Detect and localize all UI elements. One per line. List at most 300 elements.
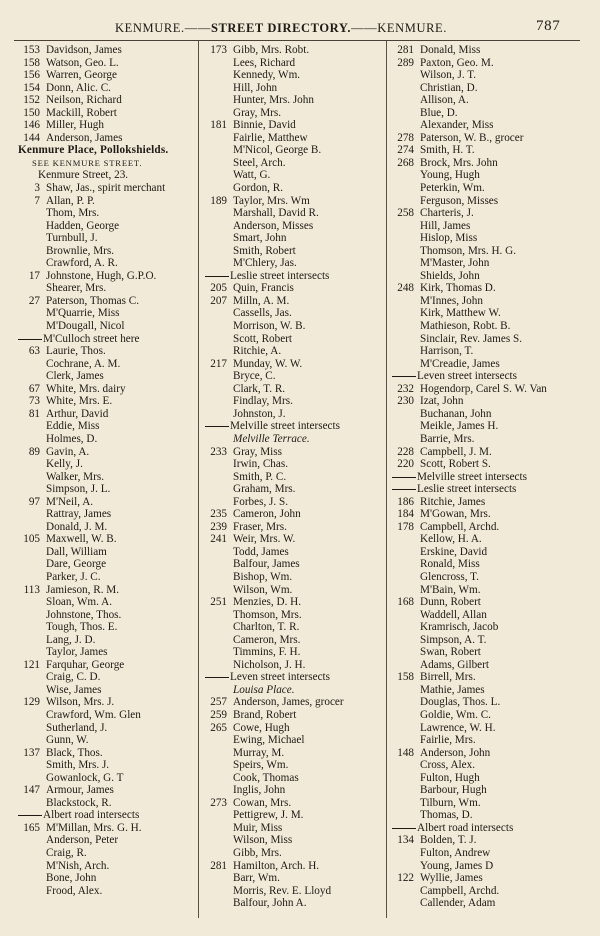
resident-name: Douglas, Thos. L. xyxy=(420,696,501,709)
intersection-text: Leven street intersects xyxy=(417,370,518,383)
resident-name: Timmins, F. H. xyxy=(233,646,301,659)
house-number: 89 xyxy=(28,445,40,458)
dash-rule xyxy=(392,489,416,490)
resident-name: Anderson, James xyxy=(46,131,123,144)
resident-name: Johnstone, Hugh, G.P.O. xyxy=(46,269,157,282)
directory-entry xyxy=(390,634,590,647)
resident-name: Gowanlock, G. T xyxy=(46,771,124,784)
house-number: 153 xyxy=(23,44,40,56)
resident-name: Meikle, James H. xyxy=(420,420,499,433)
resident-name: Wilson, Miss xyxy=(233,834,293,847)
directory-entry xyxy=(390,282,590,295)
resident-name: Walker, Mrs. xyxy=(46,470,104,483)
intersection-text: Leven street intersects xyxy=(230,671,331,684)
dash-rule xyxy=(205,276,229,277)
directory-entry xyxy=(16,834,199,847)
house-number: 3 xyxy=(34,182,40,195)
directory-entry xyxy=(203,408,386,421)
directory-entry xyxy=(390,44,590,57)
resident-name: Izat, John xyxy=(420,395,464,408)
resident-name: Munday, W. W. xyxy=(233,357,303,370)
resident-name: Forbes, J. S. xyxy=(233,495,289,508)
resident-name: Wyllie, James xyxy=(420,872,483,885)
dash-rule xyxy=(18,815,42,816)
resident-name: Hislop, Miss xyxy=(420,232,478,245)
resident-name: Balfour, James xyxy=(233,558,300,571)
house-number: 158 xyxy=(397,671,414,684)
house-number: 105 xyxy=(23,533,40,546)
running-title: KENMURE.——STREET DIRECTORY.——KENMURE. xyxy=(115,21,448,35)
directory-entry xyxy=(390,533,590,546)
house-number: 184 xyxy=(397,508,414,521)
directory-entry xyxy=(203,132,386,145)
directory-entry xyxy=(16,872,199,885)
resident-name: Young, James D xyxy=(420,859,494,872)
resident-name: Allison, A. xyxy=(420,94,469,107)
intersection-marker xyxy=(390,471,590,484)
directory-entry xyxy=(203,295,386,308)
resident-name: Paxton, Geo. M. xyxy=(420,56,494,69)
directory-entry xyxy=(16,521,199,534)
resident-name: Miller, Hugh xyxy=(46,119,104,132)
house-number: 257 xyxy=(210,696,227,709)
resident-name: Thomson, Mrs. xyxy=(233,608,302,621)
directory-entry xyxy=(390,847,590,860)
resident-name: Allan, P. P. xyxy=(46,194,95,207)
resident-name: M'Creadie, James xyxy=(420,357,500,370)
directory-entry xyxy=(390,195,590,208)
directory-entry xyxy=(390,596,590,609)
intersection-marker xyxy=(203,671,386,684)
resident-name: Kramrisch, Jacob xyxy=(420,621,499,634)
directory-entry xyxy=(203,847,386,860)
resident-name: M'Nish, Arch. xyxy=(46,859,110,872)
house-number: 122 xyxy=(397,872,414,885)
resident-name: Todd, James xyxy=(233,545,289,558)
terrace-heading-text: Melville Terrace. xyxy=(233,432,310,445)
resident-name: Callender, Adam xyxy=(420,897,496,910)
resident-name: Shields, John xyxy=(420,269,480,282)
resident-name: Swan, Robert xyxy=(420,646,481,659)
directory-entry xyxy=(16,195,199,208)
directory-entry xyxy=(16,94,199,107)
directory-entry xyxy=(16,671,199,684)
resident-name: Bolden, T. J. xyxy=(420,834,477,847)
resident-name: Ferguson, Misses xyxy=(420,194,499,207)
directory-entry xyxy=(390,383,590,396)
resident-name: Frood, Alex. xyxy=(46,884,103,897)
resident-name: Holmes, D. xyxy=(46,432,98,445)
directory-entry xyxy=(16,508,199,521)
house-number: 251 xyxy=(210,596,227,609)
resident-name: Mathie, James xyxy=(420,683,485,696)
resident-name: Black, Thos. xyxy=(46,746,103,759)
section-heading xyxy=(16,144,199,157)
directory-entry xyxy=(390,722,590,735)
dash-rule xyxy=(205,426,229,427)
directory-entry xyxy=(203,860,386,873)
resident-name: Hogendorp, Carel S. W. Van xyxy=(420,382,547,395)
resident-name: M'Millan, Mrs. G. H. xyxy=(46,821,142,834)
resident-name: Murray, M. xyxy=(233,746,285,759)
resident-name: Neilson, Richard xyxy=(46,94,122,107)
resident-name: Johnstone, Thos. xyxy=(46,608,122,621)
directory-column-3 xyxy=(390,44,590,910)
directory-entry xyxy=(16,395,199,408)
resident-name: Weir, Mrs. W. xyxy=(233,533,296,546)
directory-entry xyxy=(203,696,386,709)
directory-entry xyxy=(16,571,199,584)
resident-name: Erskine, David xyxy=(420,545,488,558)
house-number: 259 xyxy=(210,708,227,721)
directory-entry xyxy=(16,797,199,810)
directory-entry xyxy=(390,257,590,270)
resident-name: Fairlie, Mrs. xyxy=(420,734,476,747)
resident-name: Barr, Wm. xyxy=(233,872,280,885)
directory-entry xyxy=(390,82,590,95)
resident-name: Johnston, J. xyxy=(233,407,286,420)
resident-name: M'Bain, Wm. xyxy=(420,583,481,596)
directory-entry xyxy=(203,144,386,157)
resident-name: Peterkin, Wm. xyxy=(420,182,485,195)
terrace-heading xyxy=(203,684,386,697)
directory-entry xyxy=(203,508,386,521)
directory-entry xyxy=(390,584,590,597)
resident-name: Simpson, J. L. xyxy=(46,483,111,496)
directory-entry xyxy=(390,446,590,459)
resident-name: Charteris, J. xyxy=(420,207,474,220)
house-number: 63 xyxy=(28,345,40,358)
directory-entry xyxy=(203,471,386,484)
house-number: 228 xyxy=(397,445,414,458)
house-number: 230 xyxy=(397,395,414,408)
resident-name: Christian, D. xyxy=(420,81,478,94)
house-number: 97 xyxy=(28,495,40,508)
directory-entry xyxy=(203,44,386,57)
directory-entry xyxy=(390,709,590,722)
intersection-line xyxy=(392,370,517,383)
resident-name: Fraser, Mrs. xyxy=(233,520,287,533)
resident-name: Donald, Miss xyxy=(420,44,481,56)
directory-entry xyxy=(390,797,590,810)
resident-name: Muir, Miss xyxy=(233,821,283,834)
resident-name: Kirk, Thomas D. xyxy=(420,282,496,295)
resident-name: Clark, T. R. xyxy=(233,382,286,395)
resident-name: Arthur, David xyxy=(46,407,109,420)
resident-name: Lawrence, W. H. xyxy=(420,721,496,734)
house-number: 144 xyxy=(23,131,40,144)
directory-entry xyxy=(16,696,199,709)
directory-entry xyxy=(390,433,590,446)
resident-name: Gray, Mrs. xyxy=(233,106,282,119)
resident-name: M'Master, John xyxy=(420,257,490,270)
directory-entry xyxy=(16,282,199,295)
resident-name: Bone, John xyxy=(46,872,97,885)
directory-entry xyxy=(16,709,199,722)
resident-name: Gordon, R. xyxy=(233,182,284,195)
directory-entry xyxy=(16,132,199,145)
directory-entry xyxy=(203,634,386,647)
directory-entry xyxy=(390,834,590,847)
directory-entry xyxy=(390,860,590,873)
directory-entry xyxy=(16,270,199,283)
directory-entry xyxy=(16,307,199,320)
directory-entry xyxy=(16,860,199,873)
resident-name: Anderson, Misses xyxy=(233,219,314,232)
resident-name: Ewing, Michael xyxy=(233,734,305,747)
resident-name: Brock, Mrs. John xyxy=(420,156,498,169)
house-number: 156 xyxy=(23,69,40,82)
resident-name: Wise, James xyxy=(46,683,102,696)
directory-entry xyxy=(203,383,386,396)
resident-name: Cameron, Mrs. xyxy=(233,633,301,646)
resident-name: Smith, H. T. xyxy=(420,144,475,157)
directory-entry xyxy=(16,44,199,57)
house-number: 148 xyxy=(397,746,414,759)
directory-entry xyxy=(390,458,590,471)
resident-name: Speirs, Wm. xyxy=(233,759,289,772)
resident-name: Watson, Geo. L. xyxy=(46,56,119,69)
house-number: 265 xyxy=(210,721,227,734)
resident-name: Inglis, John xyxy=(233,784,286,797)
dash-rule xyxy=(392,477,416,478)
directory-entry xyxy=(203,609,386,622)
directory-entry xyxy=(16,320,199,333)
resident-name: Donald, J. M. xyxy=(46,520,108,533)
resident-name: M'Quarrie, Miss xyxy=(46,307,120,320)
resident-name: Taylor, Mrs. Wm xyxy=(233,194,310,207)
directory-entry xyxy=(16,370,199,383)
resident-name: Young, Hugh xyxy=(420,169,480,182)
directory-entry xyxy=(390,333,590,346)
header-rule xyxy=(14,40,580,41)
directory-entry xyxy=(390,496,590,509)
directory-entry xyxy=(390,358,590,371)
directory-entry xyxy=(390,546,590,559)
resident-name: Cochrane, A. M. xyxy=(46,357,121,370)
directory-entry xyxy=(203,169,386,182)
house-number: 147 xyxy=(23,784,40,797)
directory-entry xyxy=(203,483,386,496)
directory-entry xyxy=(203,646,386,659)
directory-entry xyxy=(203,822,386,835)
resident-name: Davidson, James xyxy=(46,44,122,56)
directory-entry xyxy=(390,621,590,634)
intersection-marker xyxy=(203,420,386,433)
directory-entry xyxy=(16,295,199,308)
directory-entry xyxy=(16,458,199,471)
directory-entry xyxy=(203,119,386,132)
house-number: 274 xyxy=(397,144,414,157)
directory-entry xyxy=(390,671,590,684)
directory-entry xyxy=(16,471,199,484)
resident-name: Bryce, C. xyxy=(233,370,276,383)
directory-entry xyxy=(203,82,386,95)
resident-name: Smith, Robert xyxy=(233,244,296,257)
resident-name: Parker, J. C. xyxy=(46,570,101,583)
house-number: 27 xyxy=(28,294,40,307)
directory-entry xyxy=(203,596,386,609)
resident-name: Hill, James xyxy=(420,219,471,232)
directory-entry xyxy=(390,132,590,145)
resident-name: Goldie, Wm. C. xyxy=(420,708,491,721)
resident-name: Graham, Mrs. xyxy=(233,483,296,496)
dash-rule xyxy=(205,677,229,678)
resident-name: Smith, P. C. xyxy=(233,470,287,483)
directory-entry xyxy=(203,571,386,584)
terrace-heading xyxy=(203,433,386,446)
directory-entry xyxy=(203,797,386,810)
directory-entry xyxy=(16,232,199,245)
resident-name: Thomas, D. xyxy=(420,809,473,822)
house-number: 121 xyxy=(23,658,40,671)
directory-entry xyxy=(16,772,199,785)
resident-name: Smart, John xyxy=(233,232,287,245)
resident-name: Barbour, Hugh xyxy=(420,784,487,797)
directory-entry xyxy=(203,772,386,785)
resident-name: Milln, A. M. xyxy=(233,294,290,307)
directory-entry xyxy=(390,571,590,584)
house-number: 248 xyxy=(397,282,414,295)
directory-entry xyxy=(203,333,386,346)
directory-entry xyxy=(203,834,386,847)
house-number: 189 xyxy=(210,194,227,207)
house-number: 241 xyxy=(210,533,227,546)
resident-name: Tilburn, Wm. xyxy=(420,796,481,809)
directory-column-2 xyxy=(203,44,386,910)
resident-name: Bishop, Wm. xyxy=(233,570,293,583)
resident-name: Thom, Mrs. xyxy=(46,207,100,220)
directory-entry xyxy=(203,358,386,371)
resident-name: Farquhar, George xyxy=(46,658,125,671)
intersection-text: Melville street intersects xyxy=(417,470,527,483)
house-number: 258 xyxy=(397,207,414,220)
directory-entry xyxy=(203,57,386,70)
directory-entry xyxy=(203,232,386,245)
page-number: 787 xyxy=(536,18,561,34)
resident-name: Maxwell, W. B. xyxy=(46,533,117,546)
resident-name: Kellow, H. A. xyxy=(420,533,482,546)
intersection-text: M'Culloch street here xyxy=(43,332,140,345)
directory-entry xyxy=(16,82,199,95)
resident-name: Irwin, Chas. xyxy=(233,458,288,471)
resident-name: Lees, Richard xyxy=(233,56,296,69)
resident-name: Sinclair, Rev. James S. xyxy=(420,332,522,345)
house-number: 181 xyxy=(210,119,227,132)
directory-entry xyxy=(203,584,386,597)
resident-name: Hill, John xyxy=(233,81,278,94)
intersection-line xyxy=(392,483,516,496)
intersection-line xyxy=(18,809,139,822)
directory-entry xyxy=(16,446,199,459)
resident-name: Hunter, Mrs. John xyxy=(233,94,314,107)
resident-name: Anderson, John xyxy=(420,746,491,759)
resident-name: Cowan, Mrs. xyxy=(233,796,292,809)
directory-entry xyxy=(16,358,199,371)
directory-entry xyxy=(390,320,590,333)
intersection-marker xyxy=(203,270,386,283)
house-number: 205 xyxy=(210,282,227,295)
resident-name: Scott, Robert xyxy=(233,332,293,345)
directory-entry xyxy=(390,772,590,785)
resident-name: Clerk, James xyxy=(46,370,104,383)
resident-name: Kirk, Matthew W. xyxy=(420,307,501,320)
resident-name: Hamilton, Arch. H. xyxy=(233,859,320,872)
directory-entry xyxy=(16,621,199,634)
resident-name: Wilson, J. T. xyxy=(420,69,477,82)
directory-entry xyxy=(390,245,590,258)
directory-entry xyxy=(203,897,386,910)
resident-name: Kelly, J. xyxy=(46,458,83,471)
directory-entry xyxy=(390,157,590,170)
directory-entry xyxy=(16,546,199,559)
directory-entry xyxy=(390,295,590,308)
directory-entry xyxy=(16,646,199,659)
intersection-text: Leslie street intersects xyxy=(230,269,330,282)
resident-name: M'Innes, John xyxy=(420,294,483,307)
cross-reference xyxy=(16,157,199,170)
directory-entry xyxy=(390,420,590,433)
directory-entry xyxy=(203,157,386,170)
house-number: 158 xyxy=(23,56,40,69)
resident-name: Brownlie, Mrs. xyxy=(46,244,115,257)
house-number: 281 xyxy=(210,859,227,872)
house-number: 113 xyxy=(23,583,40,596)
resident-name: Fulton, Andrew xyxy=(420,847,491,859)
resident-name: Gibb, Mrs. xyxy=(233,847,282,859)
directory-entry xyxy=(390,169,590,182)
house-number: 278 xyxy=(397,131,414,144)
directory-entry xyxy=(203,558,386,571)
directory-entry xyxy=(203,546,386,559)
resident-name: Dall, William xyxy=(46,545,107,558)
resident-name: Glencross, T. xyxy=(420,570,479,583)
directory-entry xyxy=(16,420,199,433)
house-number: 289 xyxy=(397,56,414,69)
resident-name: Balfour, John A. xyxy=(233,897,307,910)
house-number: 168 xyxy=(397,596,414,609)
resident-name: Hadden, George xyxy=(46,219,120,232)
resident-name: Gunn, W. xyxy=(46,734,89,747)
resident-name: Armour, James xyxy=(46,784,114,797)
resident-name: Findlay, Mrs. xyxy=(233,395,293,408)
resident-name: Lang, J. D. xyxy=(46,633,96,646)
house-number: 137 xyxy=(23,746,40,759)
directory-entry xyxy=(16,684,199,697)
directory-entry xyxy=(390,408,590,421)
resident-name: M'Neil, A. xyxy=(46,495,94,508)
house-number: 129 xyxy=(23,696,40,709)
directory-entry xyxy=(390,270,590,283)
directory-entry xyxy=(390,107,590,120)
directory-entry xyxy=(390,759,590,772)
resident-name: Fairlie, Matthew xyxy=(233,131,308,144)
directory-entry xyxy=(390,659,590,672)
directory-entry xyxy=(16,533,199,546)
resident-name: Ritchie, James xyxy=(420,495,486,508)
house-number: 217 xyxy=(210,357,227,370)
directory-entry xyxy=(203,195,386,208)
resident-name: Adams, Gilbert xyxy=(420,658,489,671)
page-header xyxy=(0,18,600,38)
house-number: 232 xyxy=(397,382,414,395)
directory-entry xyxy=(16,759,199,772)
directory-entry xyxy=(390,207,590,220)
directory-entry xyxy=(390,220,590,233)
resident-name: Morris, Rev. E. Lloyd xyxy=(233,884,332,897)
directory-entry xyxy=(390,119,590,132)
directory-entry xyxy=(16,609,199,622)
